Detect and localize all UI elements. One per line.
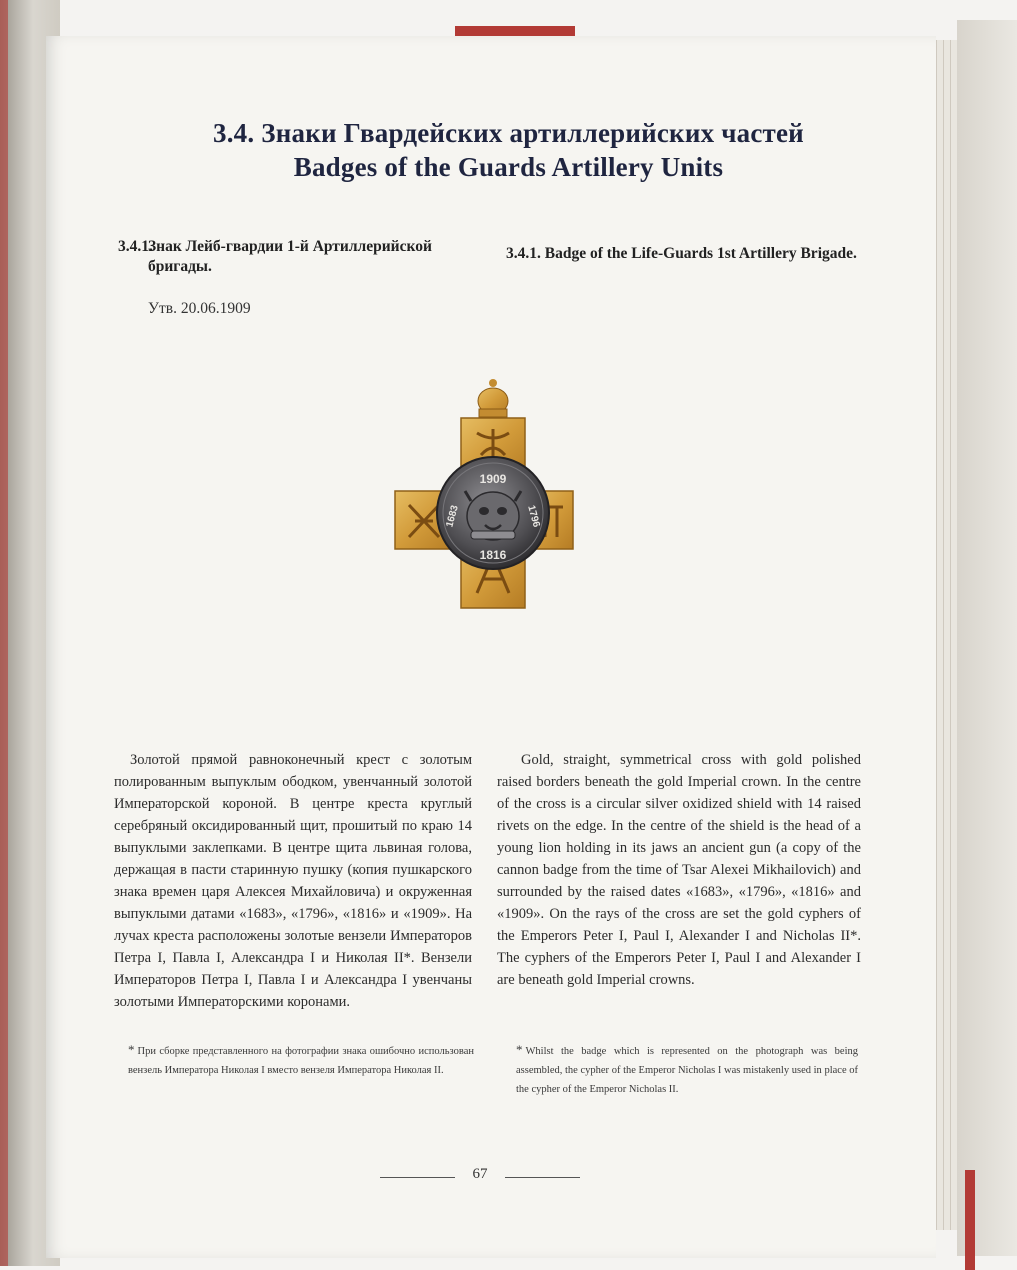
spine-edge xyxy=(0,0,8,1266)
badge-date-left: 1683 xyxy=(444,504,461,529)
page-stack xyxy=(936,40,943,1230)
page-number-rule xyxy=(505,1177,580,1178)
footnote-ru xyxy=(128,1040,474,1080)
description-ru: Золотой прямой равноконечный крест с золотым полированным выпуклым ободком, увенчанный золотой Императорской короной. В центре креста круглый серебряный оксидированный щит, прошитый по краю 14 выпуклыми заклепками. В центре щита львиная голова, держащая в пасти старинную пушку (копия пушкарского знака времен царя Алексея Михайловича) и окруженная выпуклыми датами «1683», «1796», «1816» и «1909». На лучах креста расположены золотые вензели Императоров Петра I, Павла I, Александра I и Николая II*. Вензели Императоров Петра I, Павла I и Александра I увенчаны золотыми Императорскими коронами. xyxy=(114,752,472,1010)
approval-date: Утв. 20.06.1909 xyxy=(148,300,251,317)
badge-date-bottom: 1816 xyxy=(479,548,507,562)
section-title-ru-cont: бригады. xyxy=(148,258,212,275)
page-number xyxy=(380,1166,580,1188)
section-heading-en: 3.4.1. Badge of the Life-Guards 1st Artillery Brigade. xyxy=(506,245,857,262)
badge-illustration xyxy=(385,373,575,618)
badge-date-right: 1796 xyxy=(525,504,542,529)
description-en: Gold, straight, symmetrical cross with gold polished raised borders beneath the gold Imperial crown. In the centre of the cross is a circular silver oxidized shield with 14 raised rivets on the edge. In the centre of the shield is the head of a young lion holding in its jaws an ancient gun (a copy of the cannon badge from the time of Tsar Alexei Mikhailovich) and surrounded by the raised dates «1683», «1796», «1816» and «1909». On the rays of the cross are set the gold cyphers of the Emperors Peter I, Paul I, Alexander I and Nicholas II*. The cyphers of the Emperors Peter I, Paul I and Alexander I are beneath gold Imperial crowns. xyxy=(497,752,861,988)
page-title-en: Badges of the Guards Artillery Units xyxy=(293,152,724,182)
crown-icon xyxy=(478,379,508,417)
footnote-text-ru: При сборке представленного на фотографии знака ошибочно использован вензель Императора Николая I вместо вензеля Императора Николая II. xyxy=(128,1046,474,1076)
page-stack xyxy=(950,40,957,1230)
section-number: 3.4.1. xyxy=(118,238,153,255)
book-cover-right xyxy=(957,20,1017,1256)
footnote-marker: * xyxy=(128,1042,135,1057)
page-number-text: 67 xyxy=(472,1166,488,1182)
footnote-marker: * xyxy=(516,1042,523,1057)
page-stack xyxy=(943,40,950,1230)
page-title-ru: 3.4. Знаки Гвардейских артиллерийских частей xyxy=(213,118,804,148)
badge-date-top: 1909 xyxy=(479,472,507,486)
section-title-ru: Знак Лейб-гвардии 1-й Артиллерийской xyxy=(148,238,432,255)
footnote-text-en: Whilst the badge which is represented on the photograph was being assembled, the cypher of the Emperor Nicholas I was mistakenly used in place of the cypher of the Emperor Nicholas II. xyxy=(516,1046,858,1095)
cover-edge xyxy=(965,1170,975,1270)
footnote-en xyxy=(516,1040,858,1099)
section-heading-ru xyxy=(118,237,480,277)
